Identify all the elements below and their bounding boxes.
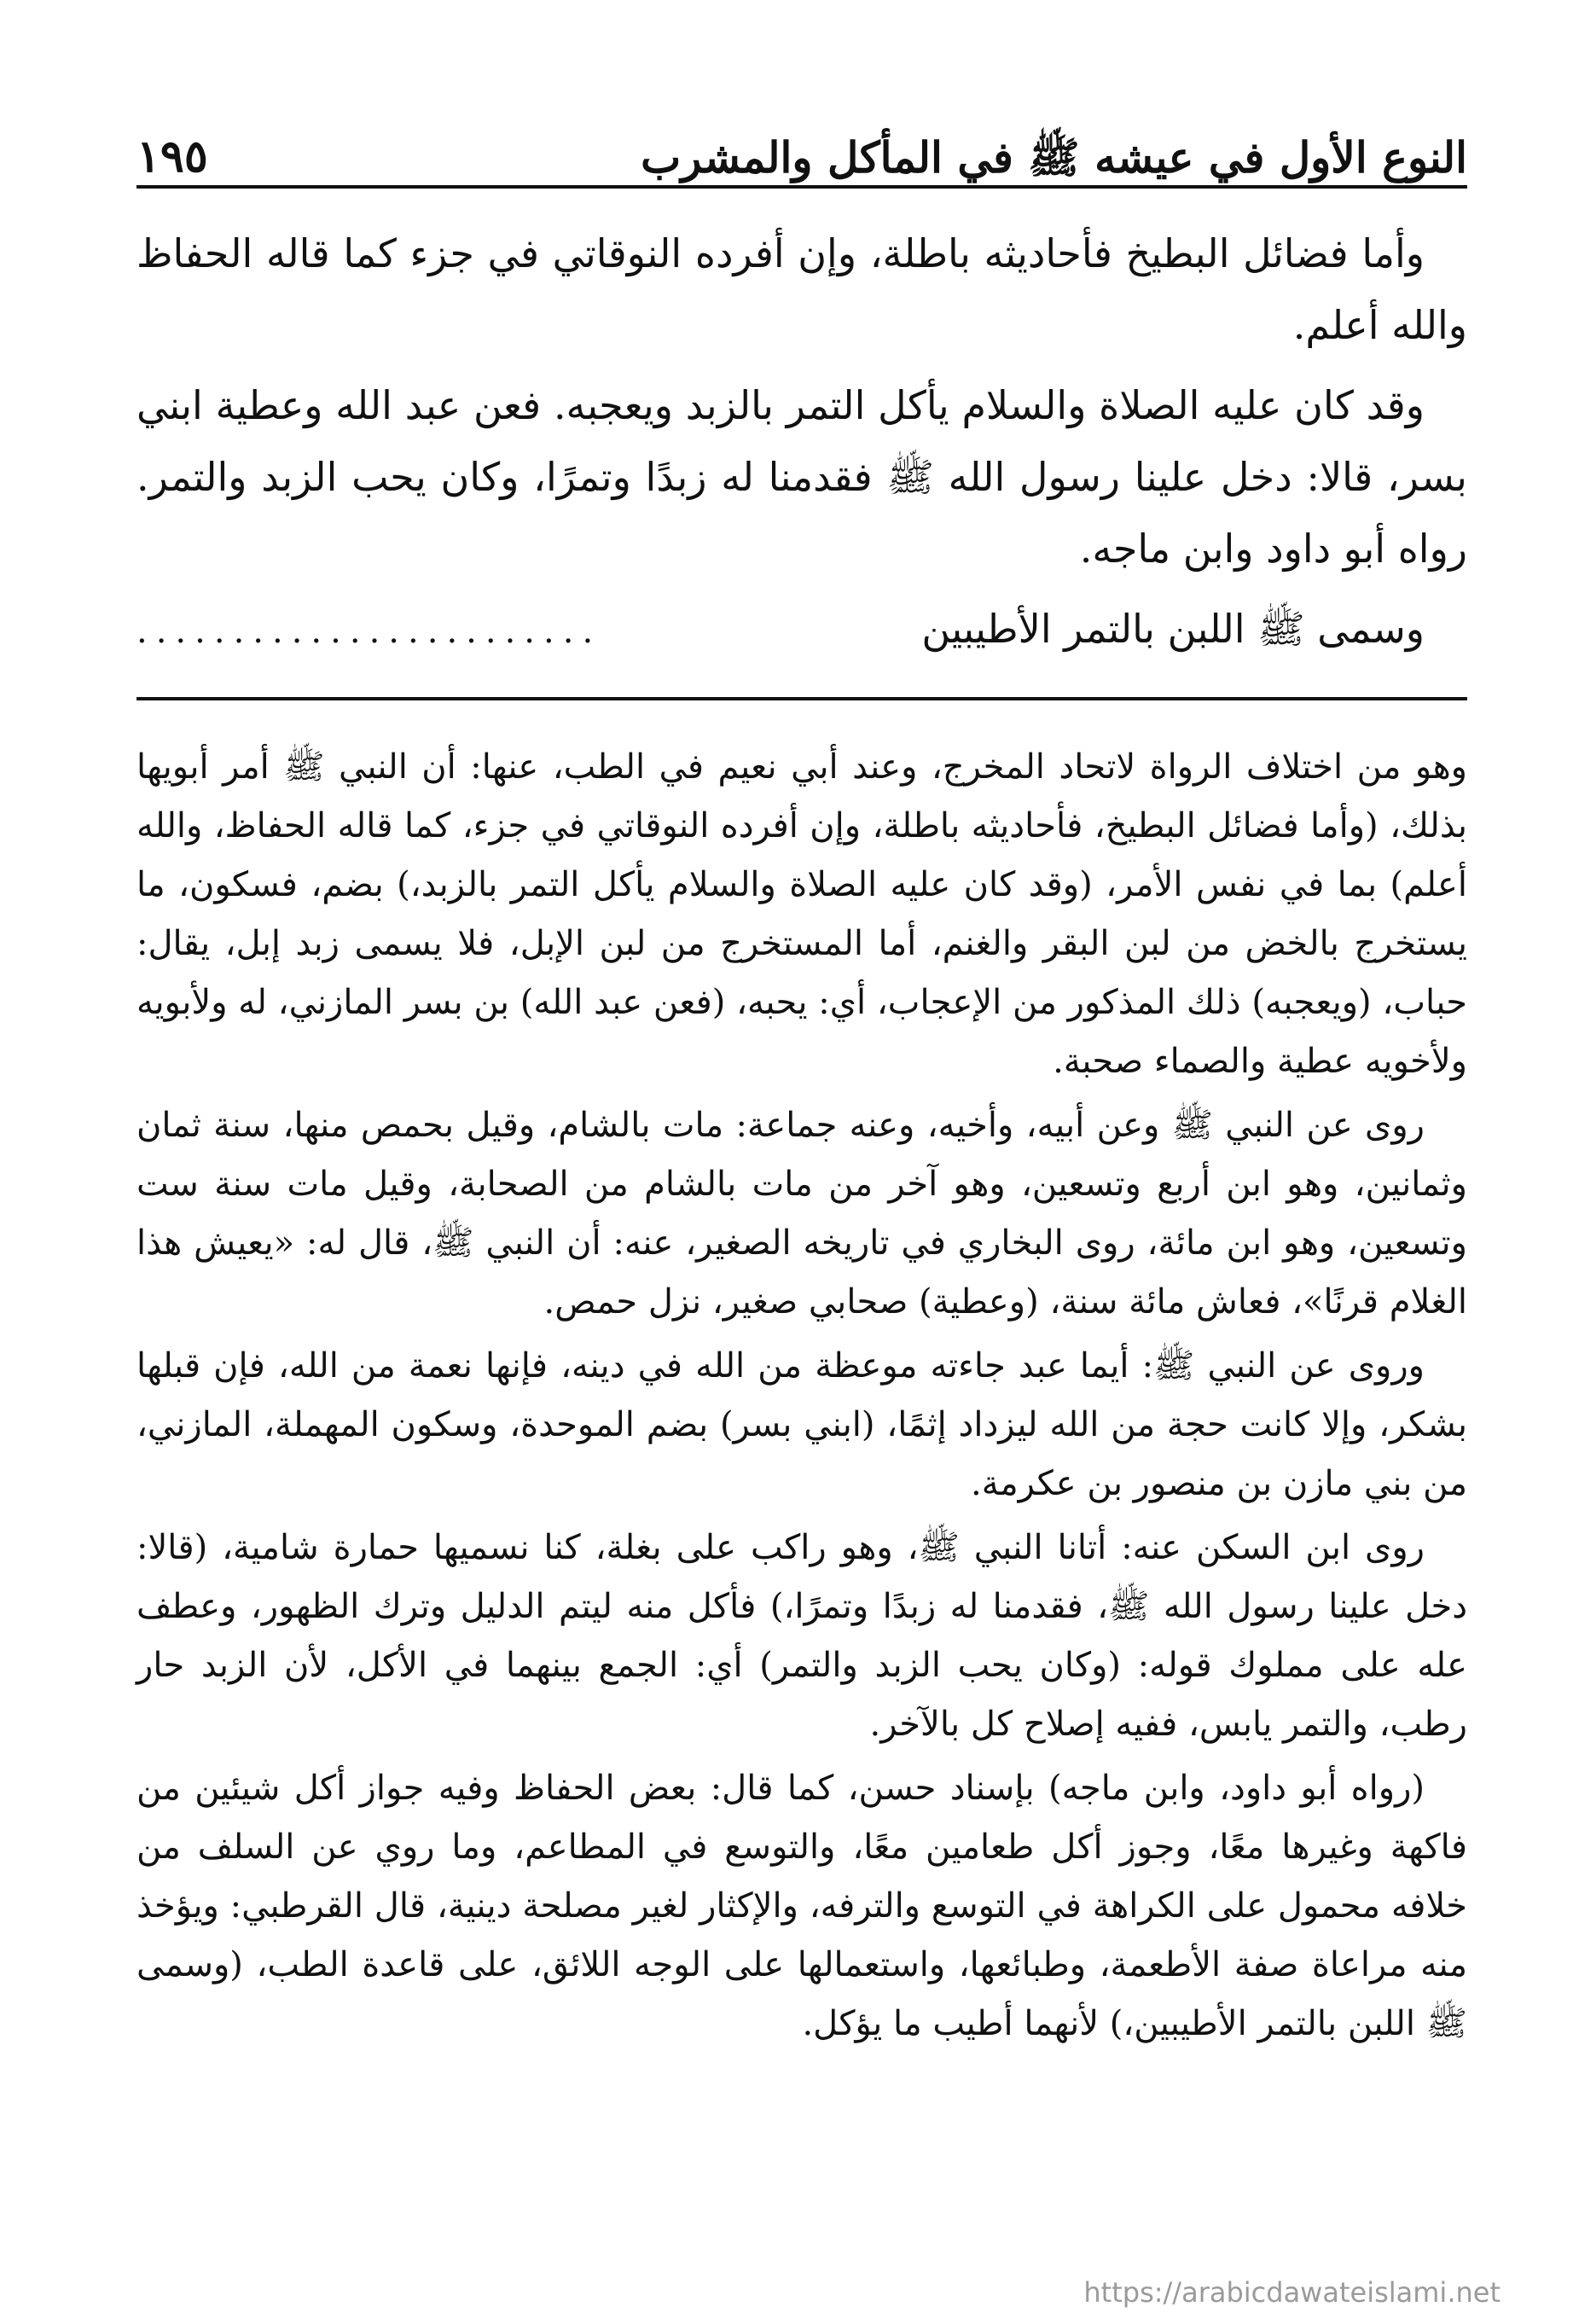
running-header	[136, 115, 1467, 183]
commentary-paragraph: روى عن النبي ﷺ وعن أبيه، وأخيه، وعنه جماعة: مات بالشام، وقيل بحمص منها، سنة ثمان وثمانين، وهو ابن أربع وتسعين، وهو آخر من مات بالشام من الصحابة، وقيل مات سنة ست وتسعين، وهو ابن مائة، روى البخاري في تاريخه الصغير، عنه: أن النبي ﷺ، قال له: «يعيش هذا الغلام قرنًا»، فعاش مائة سنة، (وعطية) صحابي صغير، نزل حمص.	[136, 1106, 1467, 1322]
commentary-paragraph: روى ابن السكن عنه: أتانا النبي ﷺ، وهو راكب على بغلة، كنا نسميها حمارة شامية، (قالا: دخل علينا رسول الله ﷺ، فقدمنا له زبدًا وتمرًا،) فأكل منه ليتم الدليل وترك الظهور، وعطف عله على مملوك قوله: (وكان يحب الزبد والتمر) أي: الجمع بينهما في الأكل، لأن الزبد حار رطب، والتمر يابس، ففيه إصلاح كل بالآخر.	[136, 1528, 1467, 1744]
book-page	[136, 81, 1467, 2265]
source-watermark: https://arabicdawateislami.net	[1083, 2276, 1500, 2309]
chapter-title: النوع الأول في عيشه ﷺ في المأكل والمشرب	[641, 132, 1467, 183]
continuation-dots: ........................	[136, 612, 602, 651]
header-divider	[136, 185, 1467, 189]
commentary-paragraph: وهو من اختلاف الرواة لاتحاد المخرج، وعند أبي نعيم في الطب، عنها: أن النبي ﷺ أمر أبويها بذلك، (وأما فضائل البطيخ، فأحاديثه باطلة، وإن أفرده النوقاتي في جزء، كما قاله الحفاظ، والله أعلم) بما في نفس الأمر، (وقد كان عليه الصلاة والسلام يأكل التمر بالزبد،) بضم، فسكون، ما يستخرج بالخض من لبن البقر والغنم، أما المستخرج من لبن الإبل، فلا يسمى زبد إبل، يقال: حباب، (ويعجبه) ذلك المذكور من الإعجاب، أي: يحبه، (فعن عبد الله) بن بسر المازني، له ولأبويه ولأخويه عطية والصماء صحبة.	[136, 747, 1467, 1081]
text-commentary-divider	[136, 697, 1467, 700]
commentary-paragraph: (رواه أبو داود، وابن ماجه) بإسناد حسن، كما قال: بعض الحفاظ وفيه جواز أكل شيئين من فاكهة وغيرها معًا، وجوز أكل طعامين معًا، والتوسع في المطاعم، وما روي عن السلف من خلافه محمول على الكراهة في التوسع والترفه، والإكثار لغير مصلحة دينية، قال القرطبي: ويؤخذ منه مراعاة صفة الأطعمة، وطبائعها، واستعمالها على الوجه اللائق، على قاعدة الطب، (وسمى ﷺ اللبن بالتمر الأطيبين،) لأنهما أطيب ما يؤكل.	[136, 1769, 1467, 2043]
main-paragraph: وقد كان عليه الصلاة والسلام يأكل التمر بالزبد ويعجبه. فعن عبد الله وعطية ابني بسر، قالا: دخل علينا رسول الله ﷺ فقدمنا له زبدًا وتمرًا، وكان يحب الزبد والتمر. رواه أبو داود وابن ماجه.	[136, 382, 1467, 572]
main-text	[136, 218, 1467, 667]
page-number: ١٩٥	[136, 131, 208, 183]
main-paragraph-text: وسمى ﷺ اللبن بالتمر الأطيبين	[921, 606, 1425, 652]
commentary-text	[136, 738, 1467, 2054]
main-paragraph-continued	[136, 593, 1467, 667]
commentary-paragraph: وروى عن النبي ﷺ: أيما عبد جاءته موعظة من الله في دينه، فإنها نعمة من الله، فإن قبلها بشكر، وإلا كانت حجة من الله ليزداد إثمًا، (ابني بسر) بضم الموحدة، وسكون المهملة، المازني، من بني مازن بن منصور بن عكرمة.	[136, 1346, 1467, 1503]
main-paragraph: وأما فضائل البطيخ فأحاديثه باطلة، وإن أفرده النوقاتي في جزء كما قاله الحفاظ والله أعلم.	[136, 230, 1467, 348]
